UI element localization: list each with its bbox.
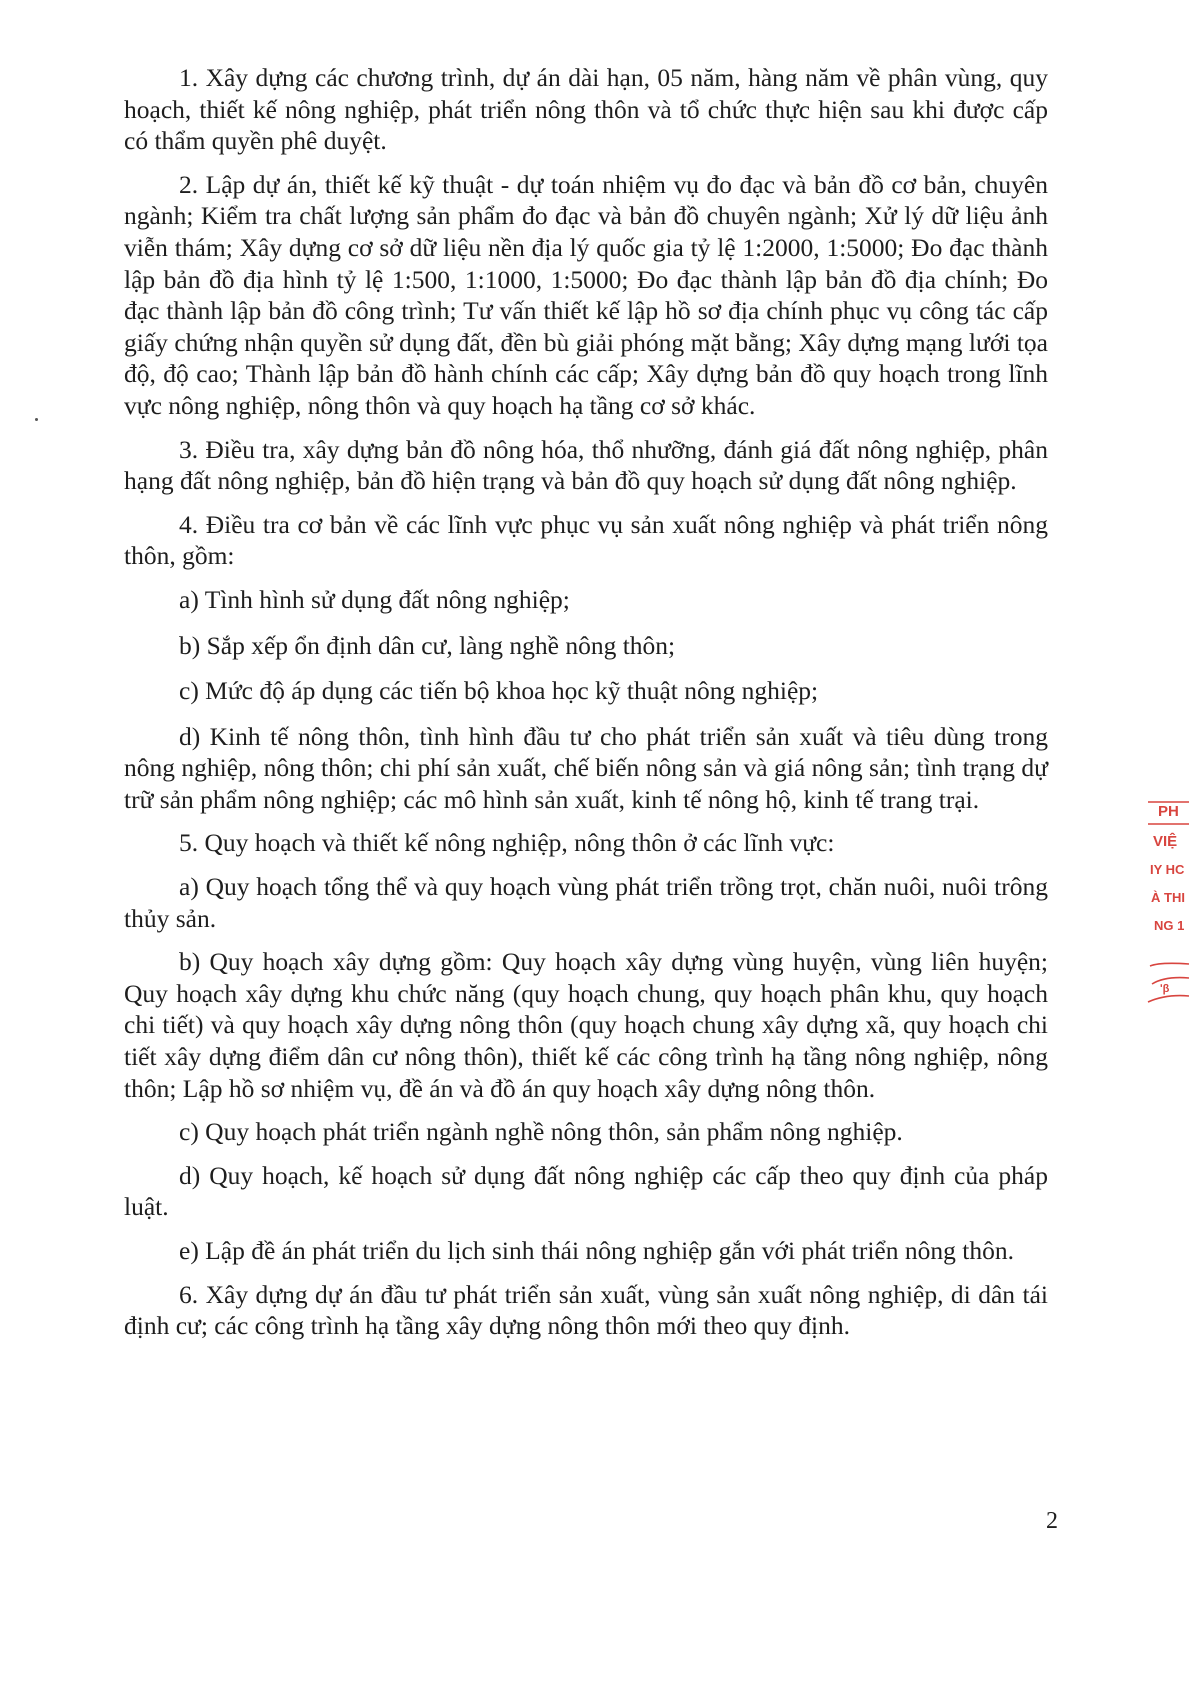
seal-text-5: NG 1	[1154, 918, 1185, 933]
seal-stamp-icon	[1120, 788, 1189, 1020]
paragraph-5: 5. Quy hoạch và thiết kế nông nghiệp, nông thôn ở các lĩnh vực:	[179, 828, 835, 858]
paragraph-4c: c) Mức độ áp dụng các tiến bộ khoa học kỹ thuật nông nghiệp;	[179, 676, 819, 706]
page-number: 2	[1046, 1508, 1058, 1534]
seal-text-1: PH	[1158, 803, 1179, 820]
seal-text-4: À THI	[1151, 890, 1185, 905]
paragraph-2: 2. Lập dự án, thiết kế kỹ thuật - dự toán nhiệm vụ đo đạc và bản đồ cơ bản, chuyên ngành; Kiểm tra chất lượng sản phẩm đo đạc và bản đồ chuyên ngành; Xử lý dữ liệu ảnh viễn thám; Xây dựng cơ sở dữ liệu nền địa lý quốc gia tỷ lệ 1:2000, 1:5000; Đo đạc thành lập bản đồ địa hình tỷ lệ 1:500, 1:1000, 1:5000; Đo đạc thành lập bản đồ địa chính; Đo đạc thành lập bản đồ công trình; Tư vấn thiết kế lập hồ sơ địa chính phục vụ công tác cấp giấy chứng nhận quyền sử dụng đất, đền bù giải phóng mặt bằng; Xây dựng mạng lưới tọa độ, độ cao; Thành lập bản đồ hành chính các cấp; Xây dựng bản đồ quy hoạch trong lĩnh vực nông nghiệp, nông thôn và quy hoạch hạ tầng cơ sở khác.	[124, 169, 1048, 420]
paragraph-4: 4. Điều tra cơ bản về các lĩnh vực phục vụ sản xuất nông nghiệp và phát triển nông thôn, gồm:	[124, 509, 1048, 571]
seal-text-2: VIỆ	[1153, 833, 1178, 850]
paragraph-4b: b) Sắp xếp ổn định dân cư, làng nghề nông thôn;	[179, 630, 676, 660]
svg-text:ʹβ: ʹβ	[1160, 983, 1170, 995]
paragraph-6: 6. Xây dựng dự án đầu tư phát triển sản xuất, vùng sản xuất nông nghiệp, di dân tái định cư; các công trình hạ tầng xây dựng nông thôn mới theo quy định.	[124, 1279, 1048, 1341]
seal-text-3: IY HC	[1150, 862, 1185, 877]
paragraph-1: 1. Xây dựng các chương trình, dự án dài hạn, 05 năm, hàng năm về phân vùng, quy hoạch, thiết kế nông nghiệp, phát triển nông thôn và tổ chức thực hiện sau khi được cấp có thẩm quyền phê duyệt.	[124, 63, 1048, 156]
paragraph-5e: e) Lập đề án phát triển du lịch sinh thái nông nghiệp gắn với phát triển nông thôn.	[179, 1236, 1014, 1265]
scan-speck	[35, 418, 38, 421]
document-body	[124, 62, 1048, 1354]
paragraph-5b: b) Quy hoạch xây dựng gồm: Quy hoạch xây dựng vùng huyện, vùng liên huyện; Quy hoạch xây dựng khu chức năng (quy hoạch chung, quy hoạch phân khu, quy hoạch chi tiết) và quy hoạch xây dựng nông thôn (quy hoạch chung xây dựng xã, quy hoạch chi tiết xây dựng điểm dân cư nông thôn), thiết kế các công trình hạ tầng nông nghiệp, nông thôn; Lập hồ sơ nhiệm vụ, đề án và đồ án quy hoạch xây dựng nông thôn.	[124, 947, 1048, 1103]
paragraph-4a: a) Tình hình sử dụng đất nông nghiệp;	[179, 584, 570, 614]
paragraph-5a: a) Quy hoạch tổng thể và quy hoạch vùng phát triển trồng trọt, chăn nuôi, nuôi trông thủy sản.	[124, 872, 1048, 933]
paragraph-4d: d) Kinh tế nông thôn, tình hình đầu tư cho phát triển sản xuất và tiêu dùng trong nông nghiệp, nông thôn; chi phí sản xuất, chế biến nông sản và giá nông sản; tình trạng dự trữ sản phẩm nông nghiệp; các mô hình sản xuất, kinh tế nông hộ, kinh tế trang trại.	[124, 721, 1048, 814]
paragraph-3: 3. Điều tra, xây dựng bản đồ nông hóa, thổ nhưỡng, đánh giá đất nông nghiệp, phân hạng đất nông nghiệp, bản đồ hiện trạng và bản đồ quy hoạch sử dụng đất nông nghiệp.	[124, 434, 1048, 496]
paragraph-5d: d) Quy hoạch, kế hoạch sử dụng đất nông nghiệp các cấp theo quy định của pháp luật.	[124, 1160, 1048, 1222]
paragraph-5c: c) Quy hoạch phát triển ngành nghề nông thôn, sản phẩm nông nghiệp.	[179, 1117, 903, 1147]
seal-stamp-fragment	[1120, 788, 1189, 1020]
